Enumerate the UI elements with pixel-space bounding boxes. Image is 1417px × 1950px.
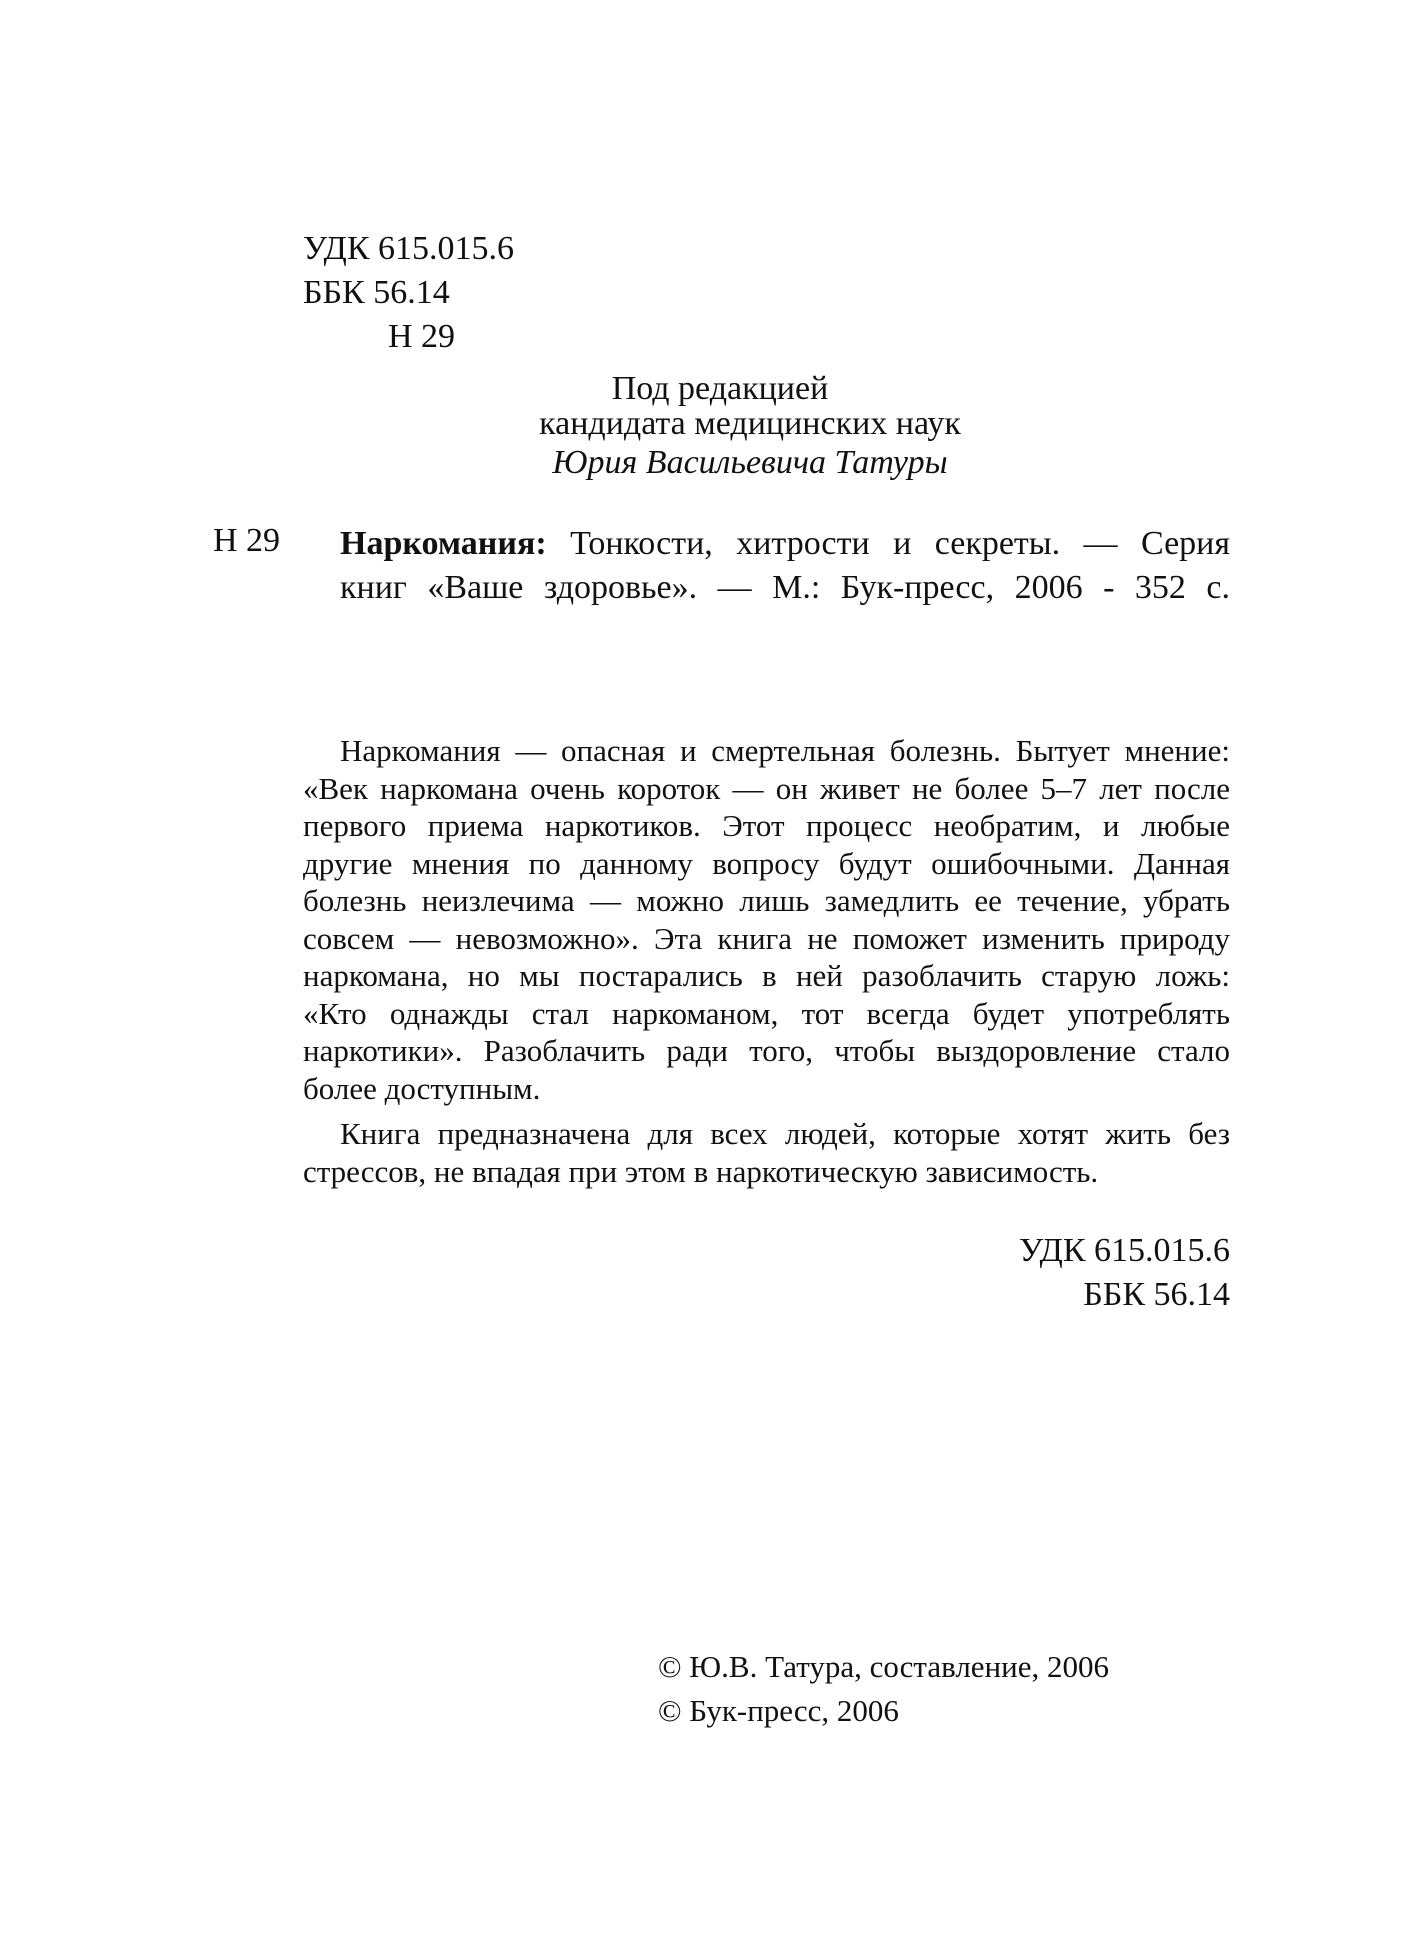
annotation-line: наркомана, но мы постарались в ней разоблачить старую ложь: <box>303 958 1230 993</box>
annotation-line: первого приема наркотиков. Этот процесс необратим, и любые <box>303 808 1230 843</box>
annotation-line: Книга предназначена для всех людей, которые хотят жить без <box>340 1116 1230 1151</box>
annotation-line: болезнь неизлечима — можно лишь замедлить ее течение, убрать <box>303 883 1230 918</box>
bibliography-code: Н 29 <box>213 522 281 559</box>
copyright-line-1: © Ю.В. Татура, составление, 2006 <box>658 1649 1109 1684</box>
bibliography-line-1-rest: Тонкости, хитрости и секреты. — Серия <box>570 525 1230 562</box>
bbk-bottom: ББК 56.14 <box>1083 1276 1230 1313</box>
udk-top: УДК 615.015.6 <box>303 230 515 267</box>
editor-line-1: Под редакцией <box>611 370 829 407</box>
annotation-line: совсем — невозможно». Эта книга не поможет изменить природу <box>303 920 1230 956</box>
bbk-top: ББК 56.14 <box>303 274 450 311</box>
editor-line-2: кандидата медицинских наук <box>539 405 961 442</box>
annotation-line: «Кто однажды стал наркоманом, тот всегда будет употреблять <box>303 995 1230 1031</box>
bibliography-line-1 <box>340 522 1230 566</box>
annotation-line: более доступным. <box>303 1070 541 1106</box>
annotation <box>303 732 1230 1190</box>
annotation-line: наркотики». Разоблачить ради того, чтобы выздоровление стало <box>303 1033 1230 1068</box>
author-code-top: Н 29 <box>388 318 456 355</box>
annotation-line: Наркомания — опасная и смертельная болезнь. Бытует мнение: <box>340 733 1230 768</box>
copyright-line-2: © Бук-пресс, 2006 <box>658 1693 899 1728</box>
bibliography-entry <box>340 522 1230 610</box>
udk-bottom: УДК 615.015.6 <box>1018 1232 1230 1269</box>
annotation-line: «Век наркомана очень короток — он живет не более 5–7 лет после <box>303 770 1230 806</box>
bibliography-title: Наркомания: <box>340 525 547 562</box>
annotation-line: другие мнения по данному вопросу будут ошибочными. Данная <box>303 845 1230 881</box>
annotation-line: стрессов, не впадая при этом в наркотическую зависимость. <box>303 1153 1099 1189</box>
editor-name: Юрия Васильевича Татуры <box>552 444 948 481</box>
bibliography-line-2: книг «Ваше здоровье». — М.: Бук-пресс, 2006 - 352 с. <box>340 569 1230 606</box>
